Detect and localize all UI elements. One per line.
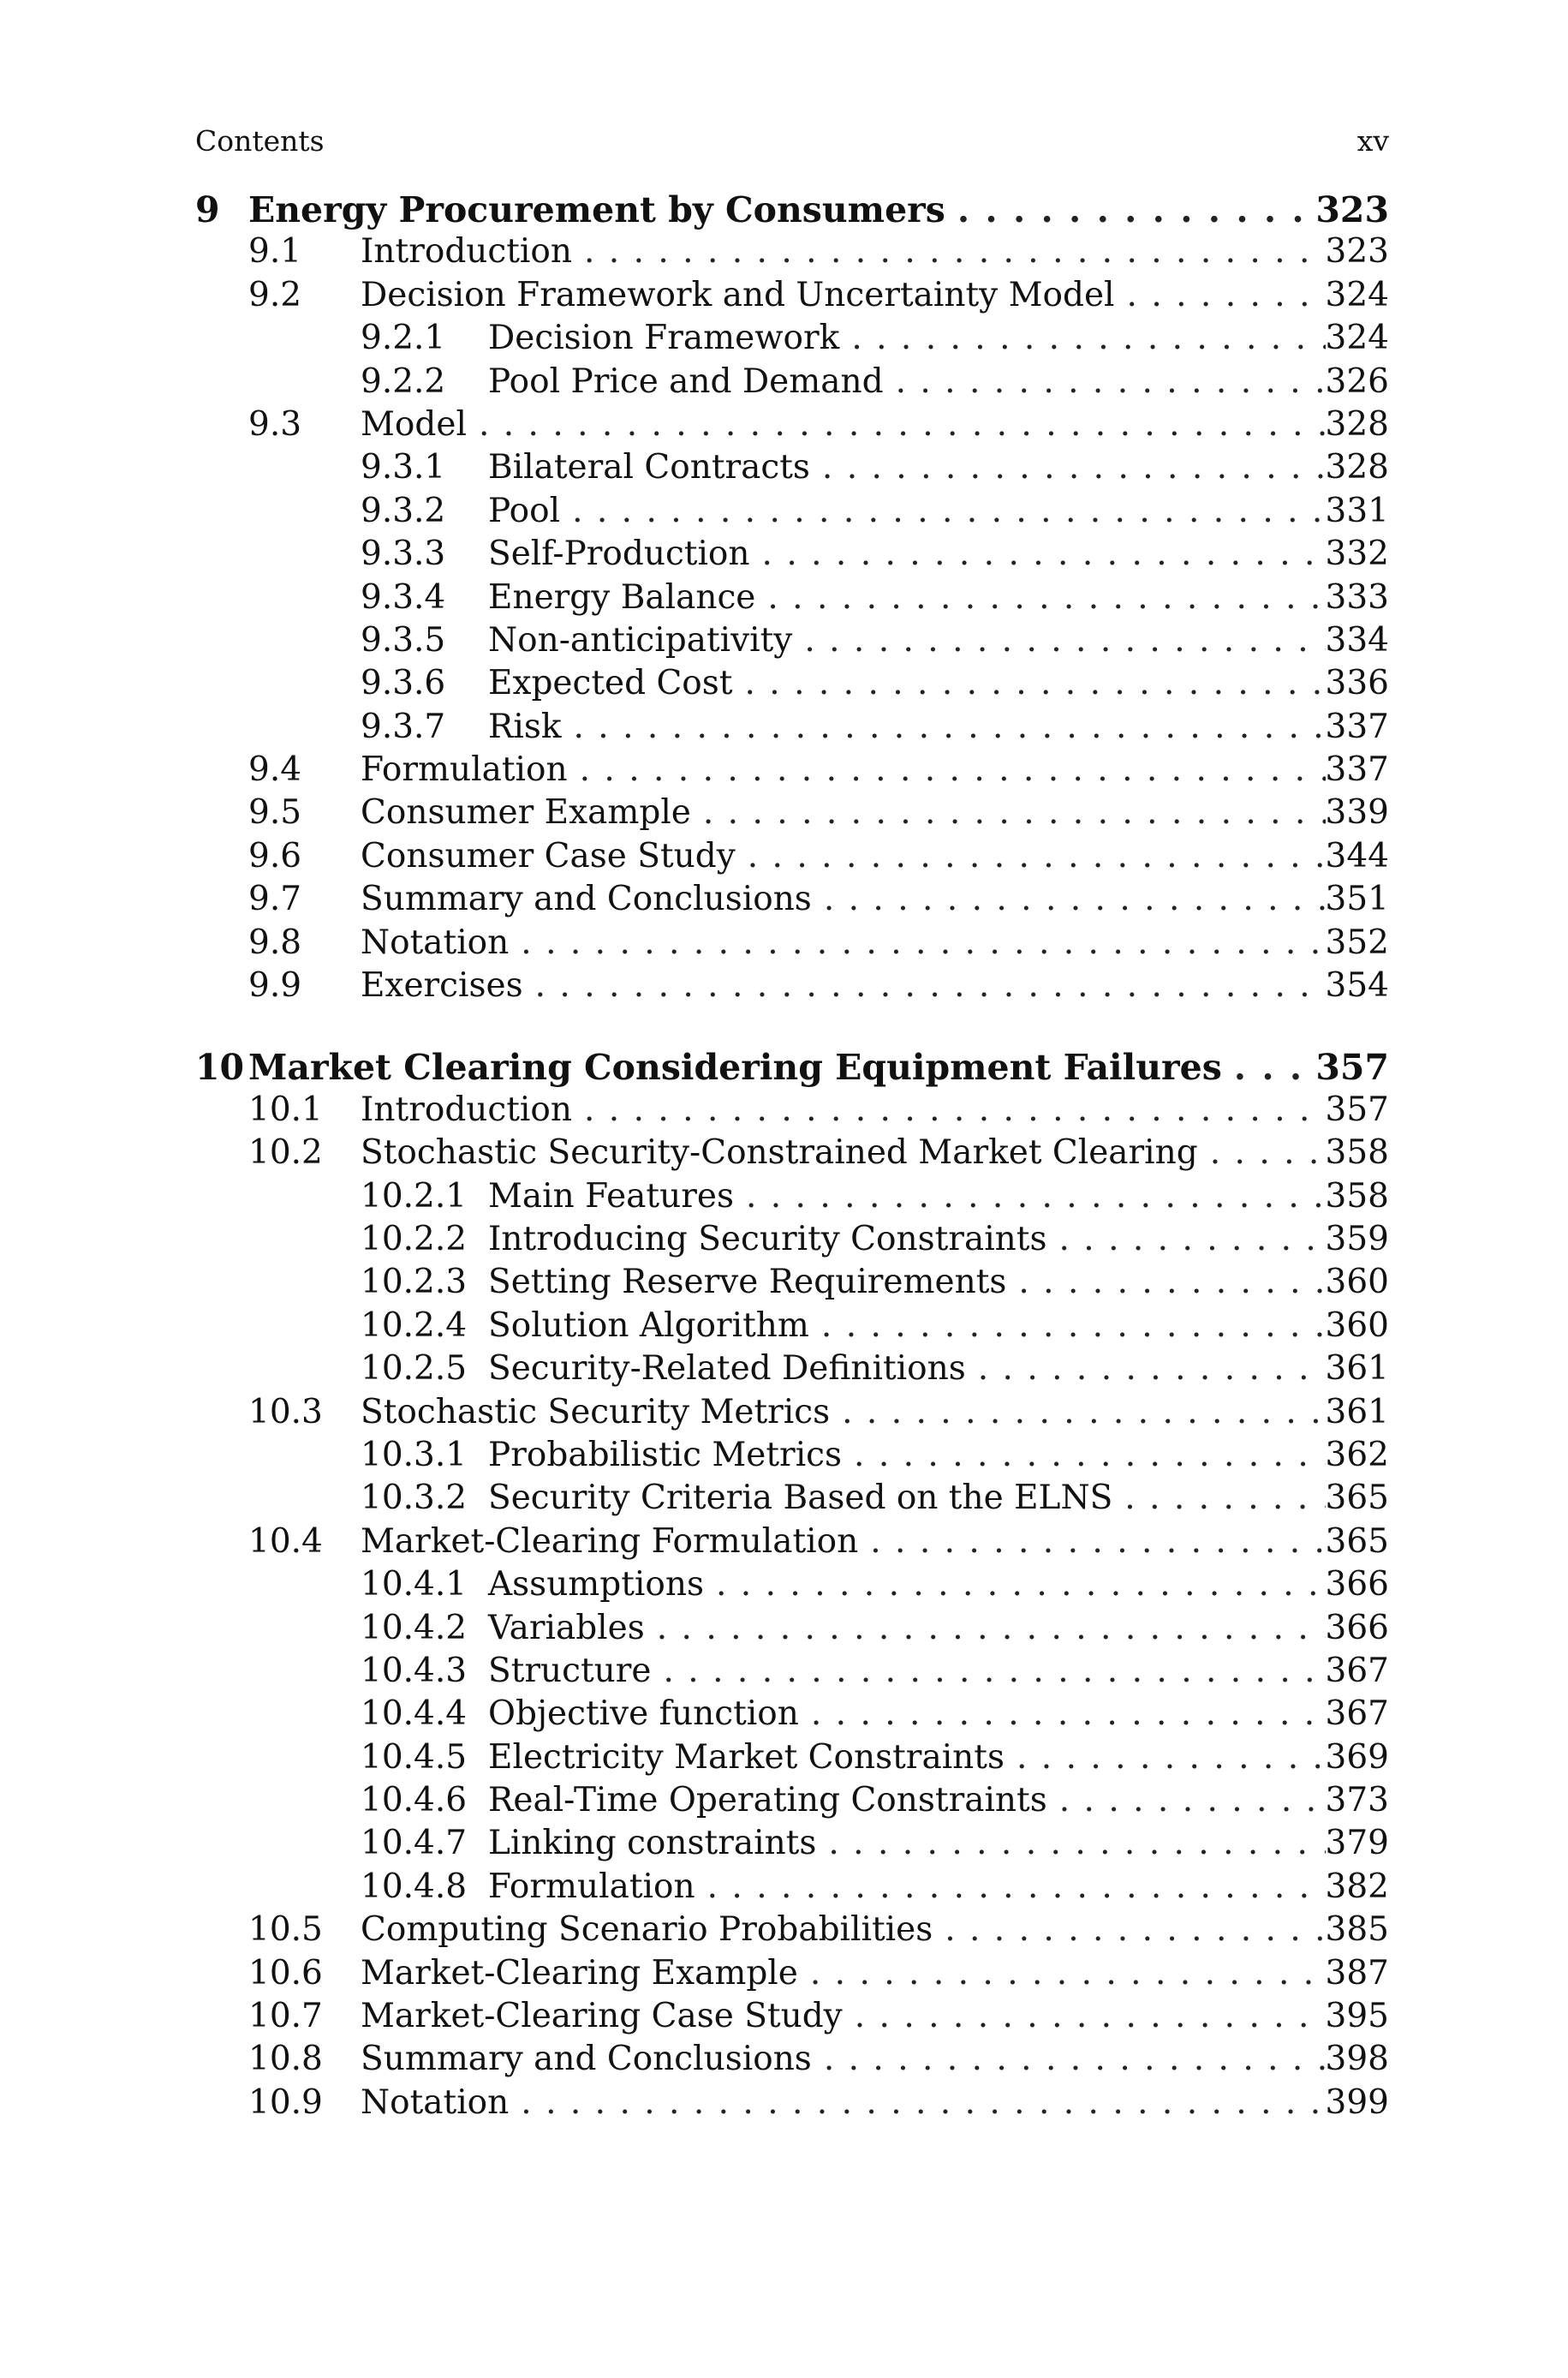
entry-title: Introduction [361, 1090, 572, 1129]
dot-leader [1222, 1047, 1316, 1088]
entry-number: 10.8 [248, 2040, 323, 2079]
entry-page-number: 399 [1325, 2082, 1389, 2122]
entry-number: 9.6 [248, 836, 302, 875]
section-entry[interactable] [195, 1522, 1389, 1565]
entry-page-number: 323 [1315, 189, 1389, 230]
entry-page-number: 344 [1325, 836, 1389, 875]
entry-title: Assumptions [488, 1565, 705, 1604]
entry-title: Consumer Example [361, 793, 691, 833]
entry-page-number: 357 [1315, 1047, 1389, 1089]
section-entry[interactable] [195, 1090, 1389, 1133]
entry-number: 9 [195, 189, 220, 230]
entry-page-number: 352 [1325, 923, 1389, 962]
entry-number: 9.7 [248, 880, 302, 919]
entry-title: Structure [488, 1651, 652, 1690]
section-entry[interactable] [195, 966, 1389, 1009]
dot-leader [704, 1565, 1326, 1604]
entry-title: Notation [361, 923, 510, 962]
entry-title: Summary and Conclusions [361, 2040, 812, 2079]
entry-number: 10.4.2 [361, 1608, 468, 1647]
entry-title: Main Features [488, 1176, 734, 1216]
entry-title: Consumer Case Study [361, 836, 736, 875]
entry-number: 9.2.1 [361, 319, 446, 358]
chapter-block [195, 189, 1389, 1009]
dot-leader [842, 1436, 1326, 1474]
entry-page-number: 360 [1325, 1263, 1389, 1302]
entry-number: 10.4.4 [361, 1694, 468, 1734]
entry-number: 10.2 [248, 1133, 323, 1173]
entry-page-number: 354 [1325, 966, 1389, 1006]
dot-leader [816, 1824, 1325, 1862]
dot-leader [1005, 1738, 1326, 1777]
entry-title: Energy Balance [488, 577, 756, 617]
entry-title: Risk [488, 707, 562, 746]
entry-title: Variables [488, 1608, 645, 1647]
subsection-entry[interactable] [195, 1306, 1389, 1349]
dot-leader [523, 966, 1326, 1005]
dot-leader [799, 1694, 1326, 1733]
subsection-entry[interactable] [195, 319, 1389, 361]
dot-leader [736, 837, 1326, 875]
subsection-entry[interactable] [195, 1479, 1389, 1521]
entry-number: 9.4 [248, 750, 302, 790]
entry-page-number: 326 [1325, 361, 1389, 401]
entry-title: Energy Procurement by Consumers [248, 189, 945, 230]
section-entry[interactable] [195, 1910, 1389, 1953]
entry-number: 10.4 [248, 1521, 323, 1561]
entry-number: 9.2.2 [361, 361, 446, 401]
entry-number: 10.4.7 [361, 1824, 468, 1863]
entry-title: Self-Production [488, 535, 750, 574]
section-entry[interactable] [195, 1133, 1389, 1176]
entry-page-number: 382 [1325, 1867, 1389, 1906]
entry-title: Stochastic Security-Constrained Market Clearing [361, 1133, 1198, 1173]
entry-title: Model [361, 404, 467, 444]
subsection-entry[interactable] [195, 1349, 1389, 1392]
entry-title: Non-anticipativity [488, 620, 793, 660]
entry-title: Pool [488, 491, 561, 530]
entry-title: Introducing Security Constraints [488, 1219, 1047, 1258]
entry-page-number: 328 [1325, 448, 1389, 487]
dot-leader [691, 793, 1326, 832]
entry-number: 9.5 [248, 793, 302, 833]
entry-number: 10.2.1 [361, 1176, 468, 1216]
entry-title: Market-Clearing Example [361, 1953, 798, 1993]
dot-leader [839, 319, 1325, 357]
section-entry[interactable] [195, 1954, 1389, 1997]
subsection-entry[interactable] [195, 1220, 1389, 1263]
entry-page-number: 365 [1325, 1521, 1389, 1561]
entry-page-number: 358 [1325, 1133, 1389, 1173]
subsection-entry[interactable] [195, 1609, 1389, 1652]
section-entry[interactable] [195, 923, 1389, 966]
entry-number: 10.3.2 [361, 1479, 468, 1518]
dot-leader [572, 232, 1326, 271]
dot-leader [884, 362, 1326, 401]
dot-leader [732, 664, 1325, 702]
entry-title: Solution Algorithm [488, 1306, 809, 1345]
subsection-entry[interactable] [195, 1263, 1389, 1306]
subsection-entry[interactable] [195, 1436, 1389, 1479]
entry-title: Security Criteria Based on the ELNS [488, 1479, 1113, 1518]
entry-page-number: 365 [1325, 1479, 1389, 1518]
section-entry[interactable] [195, 276, 1389, 319]
dot-leader [1112, 1479, 1325, 1517]
dot-leader [572, 1090, 1326, 1129]
entry-page-number: 324 [1325, 319, 1389, 358]
entry-page-number: 385 [1325, 1910, 1389, 1950]
entry-title: Computing Scenario Probabilities [361, 1910, 933, 1950]
entry-page-number: 373 [1325, 1781, 1389, 1820]
subsection-entry[interactable] [195, 448, 1389, 491]
section-entry[interactable] [195, 232, 1389, 275]
running-head-page-number: xv [1356, 124, 1389, 158]
entry-number: 10.7 [248, 1997, 323, 2036]
entry-page-number: 367 [1325, 1651, 1389, 1690]
dot-leader [812, 2040, 1326, 2078]
entry-number: 9.3.1 [361, 448, 446, 487]
entry-title: Market Clearing Considering Equipment Failures [248, 1047, 1222, 1089]
section-entry[interactable] [195, 880, 1389, 923]
section-entry[interactable] [195, 1997, 1389, 2040]
entry-page-number: 369 [1325, 1737, 1389, 1777]
entry-title: Stochastic Security Metrics [361, 1392, 831, 1431]
entry-number: 10.2.4 [361, 1306, 468, 1345]
entry-page-number: 360 [1325, 1306, 1389, 1345]
dot-leader [509, 2083, 1325, 2122]
entry-title: Setting Reserve Requirements [488, 1263, 1007, 1302]
subsection-entry[interactable] [195, 1177, 1389, 1220]
entry-title: Summary and Conclusions [361, 880, 812, 919]
entry-number: 10 [195, 1047, 245, 1089]
subsection-entry[interactable] [195, 1781, 1389, 1824]
entry-number: 9.3.3 [361, 535, 446, 574]
entry-title: Security-Related Definitions [488, 1349, 966, 1389]
section-entry[interactable] [195, 1393, 1389, 1436]
entry-number: 10.4.1 [361, 1565, 468, 1604]
entry-page-number: 395 [1325, 1997, 1389, 2036]
running-head [195, 124, 1389, 167]
subsection-entry[interactable] [195, 1738, 1389, 1781]
entry-page-number: 324 [1325, 275, 1389, 314]
section-entry[interactable] [195, 750, 1389, 793]
entry-title: Objective function [488, 1694, 799, 1734]
table-of-contents [195, 189, 1389, 2126]
dot-leader [843, 1997, 1326, 2035]
chapter-entry[interactable] [195, 189, 1389, 232]
entry-title: Formulation [361, 750, 568, 790]
dot-leader [467, 405, 1326, 444]
entry-number: 10.2.2 [361, 1219, 468, 1258]
entry-title: Notation [361, 2082, 510, 2122]
dot-leader [792, 621, 1325, 660]
entry-title: Pool Price and Demand [488, 361, 884, 401]
entry-page-number: 361 [1325, 1392, 1389, 1431]
entry-title: Electricity Market Constraints [488, 1737, 1005, 1777]
entry-number: 9.2 [248, 275, 302, 314]
entry-page-number: 331 [1325, 491, 1389, 530]
entry-number: 10.4.8 [361, 1867, 468, 1906]
entry-page-number: 323 [1325, 232, 1389, 272]
entry-page-number: 333 [1325, 577, 1389, 617]
entry-title: Formulation [488, 1867, 695, 1906]
dot-leader [652, 1652, 1326, 1690]
subsection-entry[interactable] [195, 535, 1389, 577]
entry-page-number: 337 [1325, 750, 1389, 790]
dot-leader [750, 535, 1326, 573]
entry-page-number: 366 [1325, 1608, 1389, 1647]
entry-page-number: 339 [1325, 793, 1389, 833]
dot-leader [933, 1910, 1325, 1949]
chapter-block [195, 1047, 1389, 2126]
entry-number: 9.3.4 [361, 577, 446, 617]
section-entry[interactable] [195, 793, 1389, 836]
subsection-entry[interactable] [195, 621, 1389, 664]
entry-number: 9.1 [248, 232, 302, 272]
entry-title: Market-Clearing Formulation [361, 1521, 859, 1561]
subsection-entry[interactable] [195, 1565, 1389, 1608]
entry-page-number: 351 [1325, 880, 1389, 919]
dot-leader [798, 1954, 1326, 1993]
dot-leader [810, 448, 1326, 487]
dot-leader [1115, 276, 1326, 314]
entry-title: Decision Framework and Uncertainty Model [361, 275, 1115, 314]
subsection-entry[interactable] [195, 362, 1389, 405]
dot-leader [1006, 1263, 1325, 1301]
entry-number: 9.3.6 [361, 664, 446, 703]
dot-leader [945, 189, 1316, 230]
entry-number: 10.4.3 [361, 1651, 468, 1690]
dot-leader [1047, 1781, 1326, 1819]
entry-number: 10.9 [248, 2082, 323, 2122]
entry-page-number: 387 [1325, 1953, 1389, 1993]
entry-title: Linking constraints [488, 1824, 817, 1863]
entry-page-number: 362 [1325, 1435, 1389, 1474]
entry-number: 9.3.2 [361, 491, 446, 530]
dot-leader [1198, 1133, 1326, 1172]
toc-page [195, 124, 1389, 2126]
subsection-entry[interactable] [195, 1694, 1389, 1737]
subsection-entry[interactable] [195, 664, 1389, 707]
entry-page-number: 379 [1325, 1824, 1389, 1863]
subsection-entry[interactable] [195, 492, 1389, 535]
entry-number: 10.3 [248, 1392, 323, 1431]
entry-page-number: 367 [1325, 1694, 1389, 1734]
entry-page-number: 332 [1325, 535, 1389, 574]
entry-page-number: 336 [1325, 664, 1389, 703]
entry-number: 10.3.1 [361, 1435, 468, 1474]
entry-page-number: 334 [1325, 620, 1389, 660]
dot-leader [755, 578, 1325, 617]
entry-page-number: 366 [1325, 1565, 1389, 1604]
entry-title: Probabilistic Metrics [488, 1435, 843, 1474]
dot-leader [812, 880, 1326, 918]
entry-page-number: 337 [1325, 707, 1389, 746]
subsection-entry[interactable] [195, 578, 1389, 621]
entry-number: 10.4.6 [361, 1781, 468, 1820]
dot-leader [830, 1393, 1325, 1431]
entry-page-number: 361 [1325, 1349, 1389, 1389]
entry-number: 10.5 [248, 1910, 323, 1950]
entry-page-number: 328 [1325, 404, 1389, 444]
entry-number: 9.3.5 [361, 620, 446, 660]
dot-leader [1046, 1220, 1325, 1258]
entry-number: 10.1 [248, 1090, 323, 1129]
entry-number: 10.2.5 [361, 1349, 468, 1389]
entry-title: Decision Framework [488, 319, 840, 358]
subsection-entry[interactable] [195, 1824, 1389, 1867]
dot-leader [568, 750, 1326, 789]
entry-number: 10.6 [248, 1953, 323, 1993]
dot-leader [809, 1306, 1326, 1345]
dot-leader [645, 1609, 1326, 1647]
dot-leader [966, 1349, 1326, 1388]
entry-title: Bilateral Contracts [488, 448, 810, 487]
entry-page-number: 357 [1325, 1090, 1389, 1129]
dot-leader [734, 1177, 1326, 1216]
dot-leader [561, 708, 1325, 746]
dot-leader [509, 923, 1325, 962]
entry-title: Exercises [361, 966, 523, 1006]
section-entry[interactable] [195, 405, 1389, 448]
subsection-entry[interactable] [195, 1867, 1389, 1910]
entry-number: 10.2.3 [361, 1263, 468, 1302]
dot-leader [695, 1867, 1326, 1906]
entry-number: 10.4.5 [361, 1737, 468, 1777]
chapter-entry[interactable] [195, 1047, 1389, 1090]
subsection-entry[interactable] [195, 1652, 1389, 1694]
running-head-title: Contents [195, 124, 325, 158]
section-entry[interactable] [195, 2040, 1389, 2082]
dot-leader [858, 1522, 1325, 1561]
subsection-entry[interactable] [195, 708, 1389, 750]
entry-number: 9.8 [248, 923, 302, 962]
entry-number: 9.3.7 [361, 707, 446, 746]
entry-number: 9.9 [248, 966, 302, 1006]
entry-page-number: 358 [1325, 1176, 1389, 1216]
section-entry[interactable] [195, 837, 1389, 880]
entry-number: 9.3 [248, 404, 302, 444]
entry-page-number: 359 [1325, 1219, 1389, 1258]
section-entry[interactable] [195, 2083, 1389, 2126]
entry-title: Market-Clearing Case Study [361, 1997, 843, 2036]
entry-title: Expected Cost [488, 664, 733, 703]
entry-title: Introduction [361, 232, 572, 272]
dot-leader [560, 492, 1325, 530]
entry-title: Real-Time Operating Constraints [488, 1781, 1047, 1820]
entry-page-number: 398 [1325, 2040, 1389, 2079]
